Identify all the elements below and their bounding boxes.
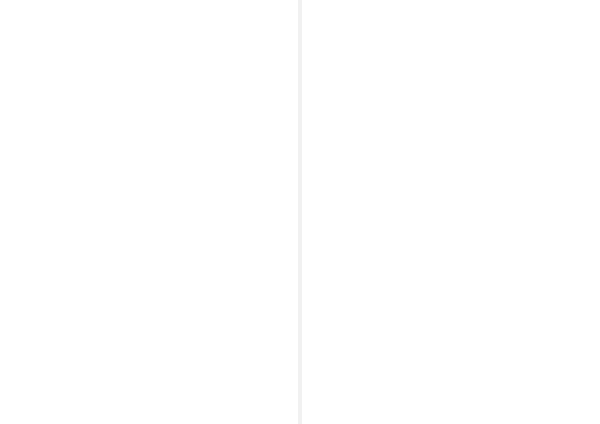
left-page	[0, 0, 298, 424]
right-page	[302, 0, 600, 424]
